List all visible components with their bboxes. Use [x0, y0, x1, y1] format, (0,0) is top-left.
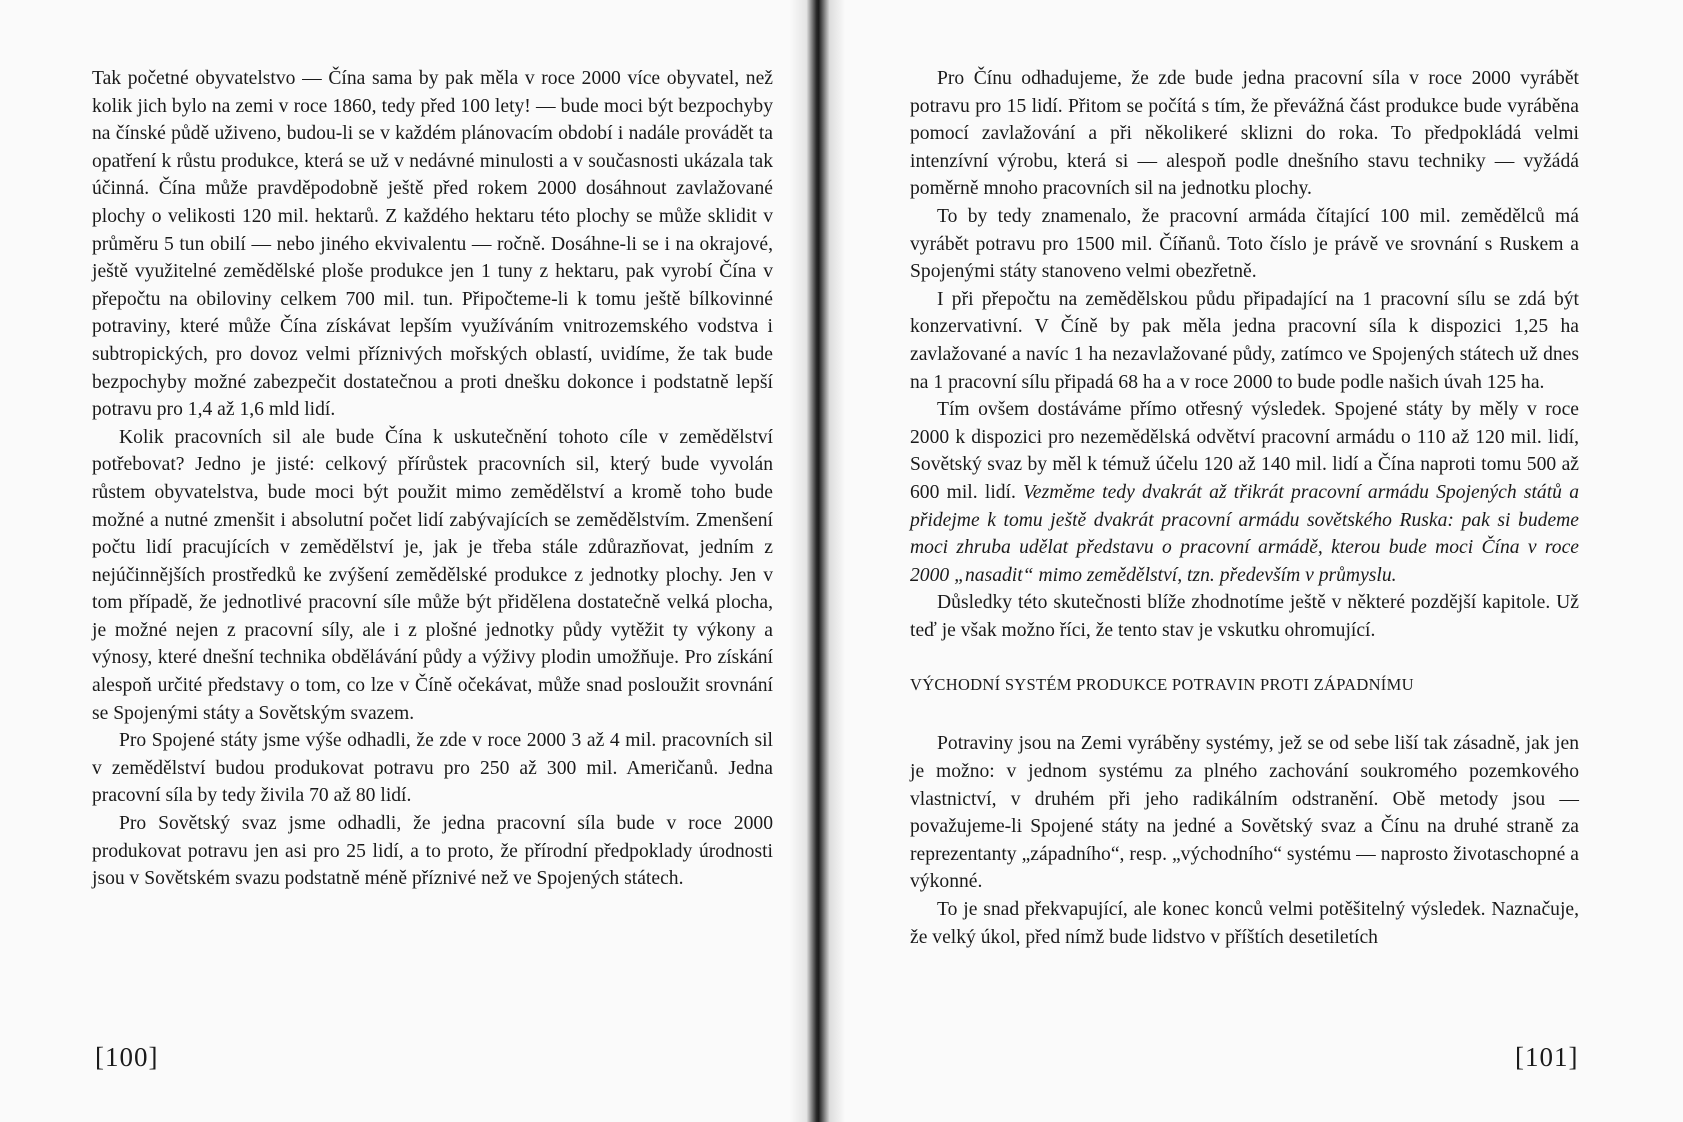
page-number-left: [100]	[95, 1042, 159, 1072]
right-paragraph-6: Potraviny jsou na Zemi vyráběny systémy, jež se od sebe liší tak zásadně, jak jen je možno: v jednom systému za plného zachování soukromého pozemkového vlastnictví, v druhém při jeho radikálním odstranění. Obě metody jsou — považujeme-li Spojené státy na jedné a Sovětský svaz a Čínu na druhé straně za reprezentanty „západního“, resp. „východního“ systému — naprosto životaschopné a výkonné.	[910, 733, 1579, 893]
right-paragraph-5: Důsledky této skutečnosti blíže zhodnotíme ještě v některé pozdější kapitole. Už teď je však možno říci, že tento stav je vskutku ohromující.	[910, 592, 1579, 641]
right-paragraph-4-italic: Vezměme tedy dvakrát až třikrát pracovní armádu Spojených států a přidejme k tomu ještě dvakrát pracovní armádu sovětského Ruska: pak si budeme moci zhruba udělat představu o pracovní armádě, kterou bude moci Čína v roce 2000 „nasadit“ mimo zemědělství, tzn. především v průmyslu.	[910, 481, 1579, 586]
right-paragraph-1: Pro Čínu odhadujeme, že zde bude jedna pracovní síla v roce 2000 vyrábět potravu pro 15 lidí. Přitom se počítá s tím, že převážná část produkce bude vyráběna pomocí zavlažování a při několikeré sklizni do roka. To předpokládá velmi intenzívní výrobu, která si — alespoň podle dnešního stavu techniky — vyžádá poměrně mnoho pracovních sil na jednotku plochy.	[910, 68, 1579, 200]
book-gutter	[790, 0, 845, 1122]
right-paragraph-3: I při přepočtu na zemědělskou půdu připadající na 1 pracovní sílu se zdá být konzervativní. V Číně by pak měla jedna pracovní síla k dispozici 1,25 ha zavlažované a navíc 1 ha nezavlažované půdy, zatímco ve Spojených státech už dnes na 1 pracovní sílu připadá 68 ha a v roce 2000 to bude podle našich úvah 125 ha.	[910, 288, 1579, 393]
right-page	[910, 65, 1579, 951]
section-heading: VÝCHODNÍ SYSTÉM PRODUKCE POTRAVIN PROTI ZÁPADNÍMU	[910, 675, 1414, 695]
right-paragraph-4-text: Tím ovšem dostáváme přímo otřesný výsledek. Spojené státy by měly v roce 2000 k dispozici pro nezemědělská odvětví pracovní armádu o 110 až 120 mil. lidí, Sovětský svaz by měl k témuž účelu 120 až 140 mil. lidí a Čína naproti tomu 500 až 600 mil. lidí.	[910, 399, 1579, 503]
right-paragraph-4	[910, 396, 1579, 589]
page-number-right: [101]	[1515, 1042, 1579, 1072]
right-paragraph-2: To by tedy znamenalo, že pracovní armáda čítající 100 mil. zemědělců má vyrábět potravu pro 1500 mil. Číňanů. Toto číslo je právě ve srovnání s Ruskem a Spojenými státy stanoveno velmi obezřetně.	[910, 205, 1579, 283]
left-paragraph-1: Tak početné obyvatelstvo — Čína sama by pak měla v roce 2000 více obyvatel, než kolik jich bylo na zemi v roce 1860, tedy před 100 lety! — bude moci být bezpochyby na čínské půdě uživeno, budou-li se v každém plánovacím období i nadále provádět ta opatření k růstu produkce, která se už v nedávné minulosti a v současnosti ukázala tak účinná. Čína může pravděpodobně ještě před rokem 2000 dosáhnout zavlažované plochy o velikosti 120 mil. hektarů. Z každého hektaru této plochy se může sklidit v průměru 5 tun obilí — nebo jiného ekvivalentu — ročně. Dosáhne-li se i na okrajové, ještě využitelné zemědělské ploše produkce jen 1 tuny z hektaru, pak vyrobí Čína v přepočtu na obiloviny celkem 700 mil. tun. Připočteme-li k tomu ještě bílkovinné potraviny, které může Čína získávat lepším využíváním vnitrozemského vodstva i subtropických, pro dovoz velmi příznivých mořských oblastí, uvidíme, že tak bude bezpochyby možné zabezpečit dostatečnou a proti dnešku dokonce i podstatně lepší potravu pro 1,4 až 1,6 mld lidí.	[92, 68, 773, 421]
left-paragraph-2: Kolik pracovních sil ale bude Čína k uskutečnění tohoto cíle v zemědělství potřebovat? Jedno je jisté: celkový přírůstek pracovních sil, který bude vyvolán růstem obyvatelstva, bude moci být použit mimo zemědělství a kromě toho bude možné a nutné zmenšit i absolutní počet lidí zabývajících se zemědělstvím. Zmenšení počtu lidí pracujících v zemědělství je, jak je třeba stále zdůrazňovat, jedním z nejúčinnějších prostředků ke zvýšení zemědělské produkce z jednotky plochy. Jen v tom případě, že jednotlivé pracovní síle může být přidělena dostatečně velká plocha, je možné nejen z pracovní síly, ale i z plošné jednotky půdy vytěžit ty výkony a výnosy, které dnešní technika obdělávání půdy a výživy plodin umožňuje. Pro získání alespoň určité představy o tom, co lze v Číně očekávat, může snad posloužit srovnání se Spojenými státy a Sovětským svazem.	[92, 426, 773, 724]
left-page	[92, 65, 773, 893]
left-paragraph-4: Pro Sovětský svaz jsme odhadli, že jedna pracovní síla bude v roce 2000 produkovat potravu jen asi pro 25 lidí, a to proto, že přírodní předpoklady úrodnosti jsou v Sovětském svazu podstatně méně příznivé než ve Spojených státech.	[92, 813, 773, 890]
right-paragraph-7: To je snad překvapující, ale konec konců velmi potěšitelný výsledek. Naznačuje, že velký úkol, před nímž bude lidstvo v příštích desetiletích	[910, 899, 1579, 948]
left-paragraph-3: Pro Spojené státy jsme výše odhadli, že zde v roce 2000 3 až 4 mil. pracovních sil v zemědělství budou produkovat potravu pro 250 až 300 mil. Američanů. Jedna pracovní síla by tedy živila 70 až 80 lidí.	[92, 730, 773, 807]
